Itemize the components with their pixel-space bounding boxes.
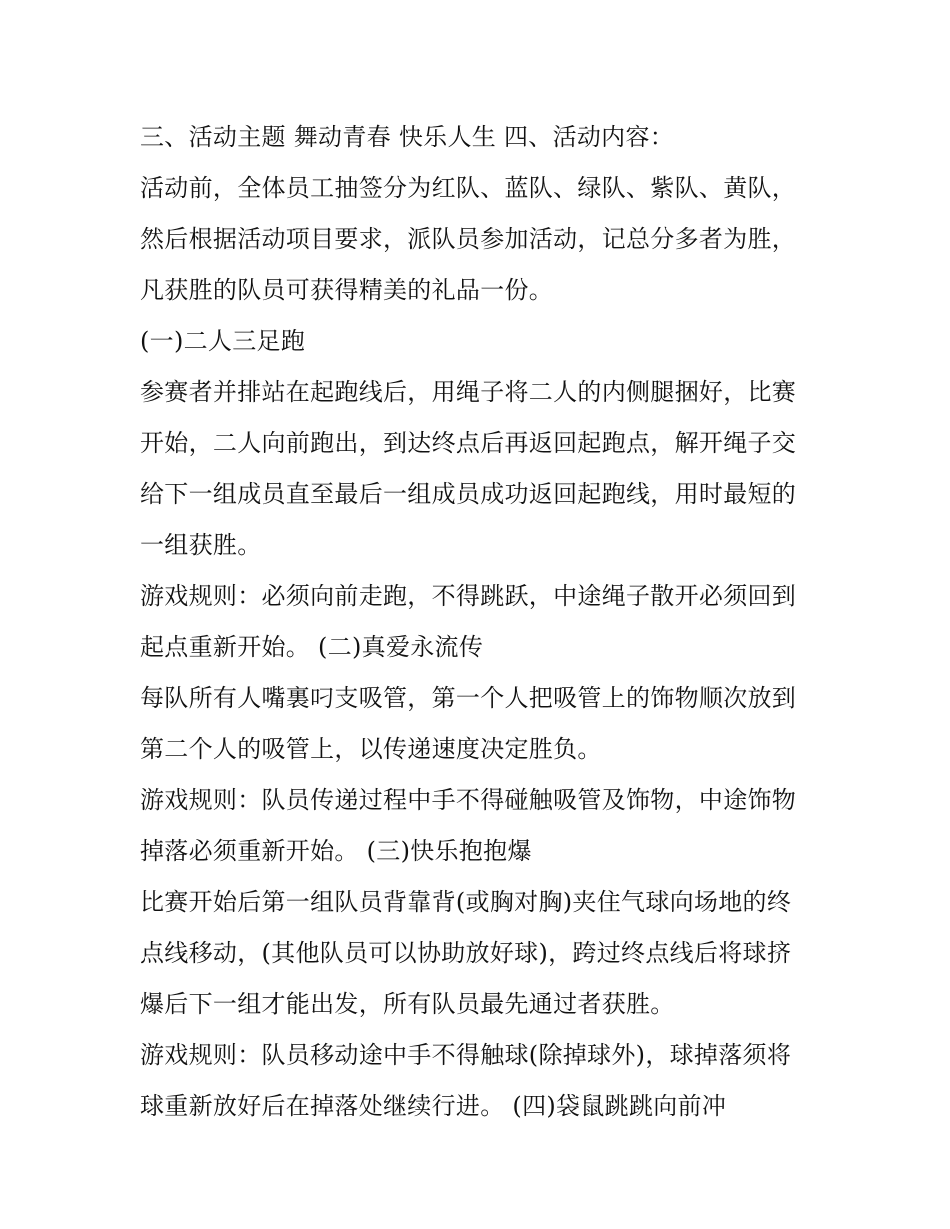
text-line: 活动前，全体员工抽签分为红队、蓝队、绿队、紫队、黄队， [140, 174, 797, 202]
text-line: 球重新放好后在掉落处继续行进。 (四)袋鼠跳跳向前冲 [140, 1092, 727, 1120]
text-line: 游戏规则：队员移动途中手不得触球(除掉球外)，球掉落须将 [140, 1041, 792, 1069]
text-line: 每队所有人嘴裏叼支吸管，第一个人把吸管上的饰物顺次放到 [140, 684, 797, 712]
text-line: 第二个人的吸管上，以传递速度决定胜负。 [140, 735, 602, 763]
text-line: 比赛开始后第一组队员背靠背(或胸对胸)夹住气球向场地的终 [140, 888, 792, 916]
text-line: 三、活动主题 舞动青春 快乐人生 四、活动内容： [140, 123, 675, 151]
text-line: 游戏规则：必须向前走跑，不得跳跃，中途绳子散开必须回到 [140, 582, 797, 610]
text-line: 开始，二人向前跑出，到达终点后再返回起跑点，解开绳子交 [140, 429, 797, 457]
text-line: 起点重新开始。 (二)真爱永流传 [140, 633, 484, 661]
document-body [140, 112, 820, 1132]
text-line: 掉落必须重新开始。 (三)快乐抱抱爆 [140, 837, 532, 865]
text-line: 游戏规则：队员传递过程中手不得碰触吸管及饰物，中途饰物 [140, 786, 797, 814]
text-line: 参赛者并排站在起跑线后，用绳子将二人的内侧腿捆好，比赛 [140, 378, 797, 406]
text-line: 点线移动，(其他队员可以协助放好球)，跨过终点线后将球挤 [140, 939, 792, 967]
section-heading: (一)二人三足跑 [140, 327, 306, 355]
text-line: 给下一组成员直至最后一组成员成功返回起跑线，用时最短的 [140, 480, 797, 508]
text-line: 一组获胜。 [140, 531, 262, 559]
text-line: 凡获胜的队员可获得精美的礼品一份。 [140, 276, 554, 304]
text-line: 爆后下一组才能出发，所有队员最先通过者获胜。 [140, 990, 675, 1018]
text-line: 然后根据活动项目要求，派队员参加活动，记总分多者为胜， [140, 225, 797, 253]
